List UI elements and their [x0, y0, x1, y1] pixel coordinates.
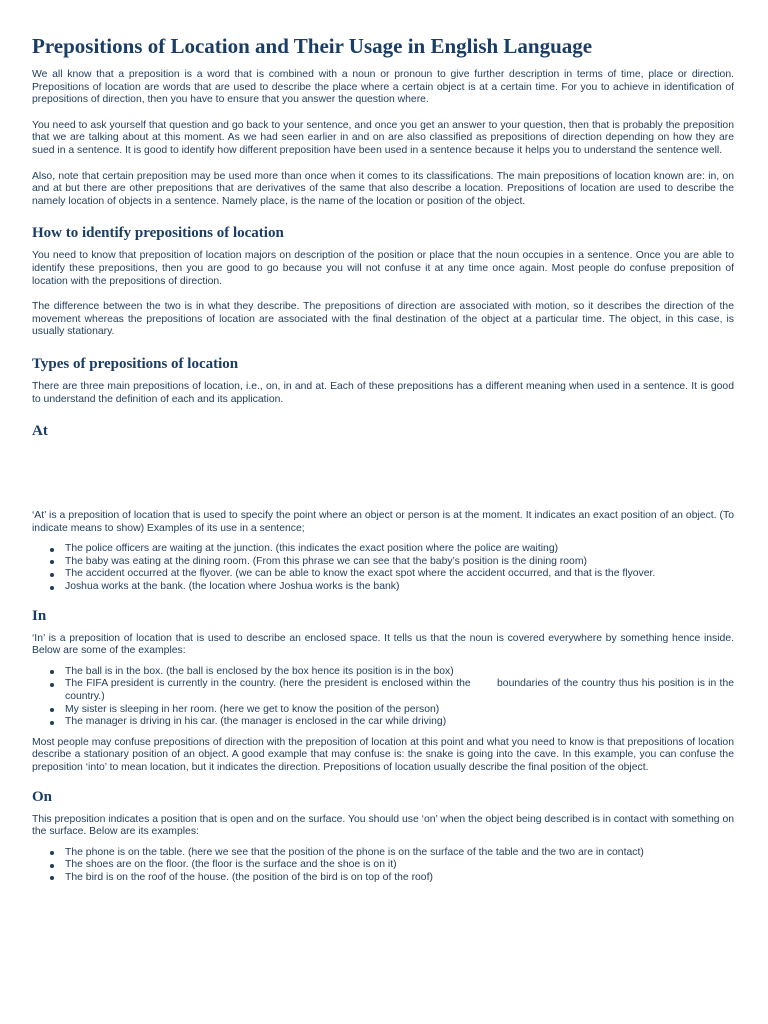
on-paragraph: This preposition indicates a position that is open and on the surface. You should use ‘on’ when the object being described is in contact with something on the surface. Below are its examples: [32, 813, 734, 838]
identify-paragraph-2: The difference between the two is in what they describe. The prepositions of direction are associated with motion, so it describes the direction of the movement whereas the prepositions of location are associated with the final destination of the object at a particular time. The object, in this case, is usually stationary. [32, 301, 734, 338]
on-heading: On [32, 788, 53, 805]
list-item: The manager is driving in his car. (the manager is enclosed in the car while driving) [65, 716, 734, 729]
at-paragraph: ‘At’ is a preposition of location that is used to specify the point where an object or person is at the moment. It indicates an exact position of an object. (To indicate means to show) Examples of its use in a sentence; [32, 510, 734, 534]
identify-heading: How to identify prepositions of location [32, 225, 284, 242]
on-example-list [32, 847, 734, 885]
list-item: My sister is sleeping in her room. (here we get to know the position of the person) [65, 704, 734, 717]
at-heading: At [32, 423, 48, 440]
list-item: The shoes are on the floor. (the floor is the surface and the shoe is on it) [65, 859, 734, 872]
in-heading: In [32, 607, 47, 624]
at-example-list [32, 543, 734, 593]
list-item: The phone is on the table. (here we see that the position of the phone is on the surface of the table and the two are in contact) [65, 847, 734, 860]
intro-paragraph-3: Also, note that certain preposition may be used more than once when it comes to its classifications. The main prepositions of location known are: in, on and at but there are other prepositions that are derivatives of the same that also describe a location. Prepositions of location are used to describe the namely location of objects in a sentence. Namely place, is the name of the location or position of the object. [32, 170, 734, 207]
list-item: The bird is on the roof of the house. (the position of the bird is on top of the roof) [65, 872, 734, 885]
in-paragraph: ‘In’ is a preposition of location that is used to describe an enclosed space. It tells us that the noun is covered everywhere by something hence inside. Below are some of the examples: [32, 632, 734, 657]
types-paragraph: There are three main prepositions of location, i.e., on, in and at. Each of these prepositions has a different meaning when used in a sentence. It is good to understand the definition of each and its application. [32, 380, 734, 405]
list-item: The accident occurred at the flyover. (we can be able to know the exact spot where the accident occurred, and that is the flyover. [65, 568, 734, 581]
in-example-list [32, 665, 737, 729]
page-title: Prepositions of Location and Their Usage in English Language [32, 34, 593, 58]
list-item: The baby was eating at the dining room. (From this phrase we can see that the baby’s position is the dining room) [65, 556, 734, 569]
intro-paragraph-2: You need to ask yourself that question and go back to your sentence, and once you get an answer to your question, then that is probably the preposition that we are talking about at this moment. As we had seen earlier in and on are also classified as prepositions of direction depending on how they are sued in a sentence. It is good to identify how different preposition have been used in a sentence because it helps you to understand the sentence well. [32, 119, 734, 156]
intro-paragraph-1: We all know that a preposition is a word that is combined with a noun or pronoun to give further description in terms of time, place or direction. Prepositions of location are words that are used to describe the place where a certain object is at a certain time. For you to achieve in identification of prepositions of direction, then you have to ensure that you answer the question where. [32, 69, 734, 106]
list-item: The FIFA president is currently in the country. (here the president is enclosed within the boundaries of the country thus his position is in the country.) [65, 678, 737, 703]
identify-paragraph-1: You need to know that preposition of location majors on description of the position or place that the noun occupies in a sentence. Once you are able to identify these prepositions, then you are good to go because you will not confuse it at any time once again. Most people do confuse preposition of location with the prepositions of direction. [32, 250, 734, 287]
list-item: The ball is in the box. (the ball is enclosed by the box hence its position is in the box) [65, 666, 734, 679]
list-item: The police officers are waiting at the junction. (this indicates the exact position where the police are waiting) [65, 543, 734, 556]
types-heading: Types of prepositions of location [32, 355, 239, 372]
in-after-paragraph: Most people may confuse prepositions of direction with the preposition of location at this point and what you need to know is that prepositions of location describe a stationary position of an object. A good example that may confuse is: the snake is going into the cave. In this example, you can confuse the preposition ‘into’ to mean location, but it indicates the direction. Prepositions of location usually describe the final position of the object. [32, 736, 734, 773]
list-item: Joshua works at the bank. (the location where Joshua works is the bank) [65, 581, 734, 594]
